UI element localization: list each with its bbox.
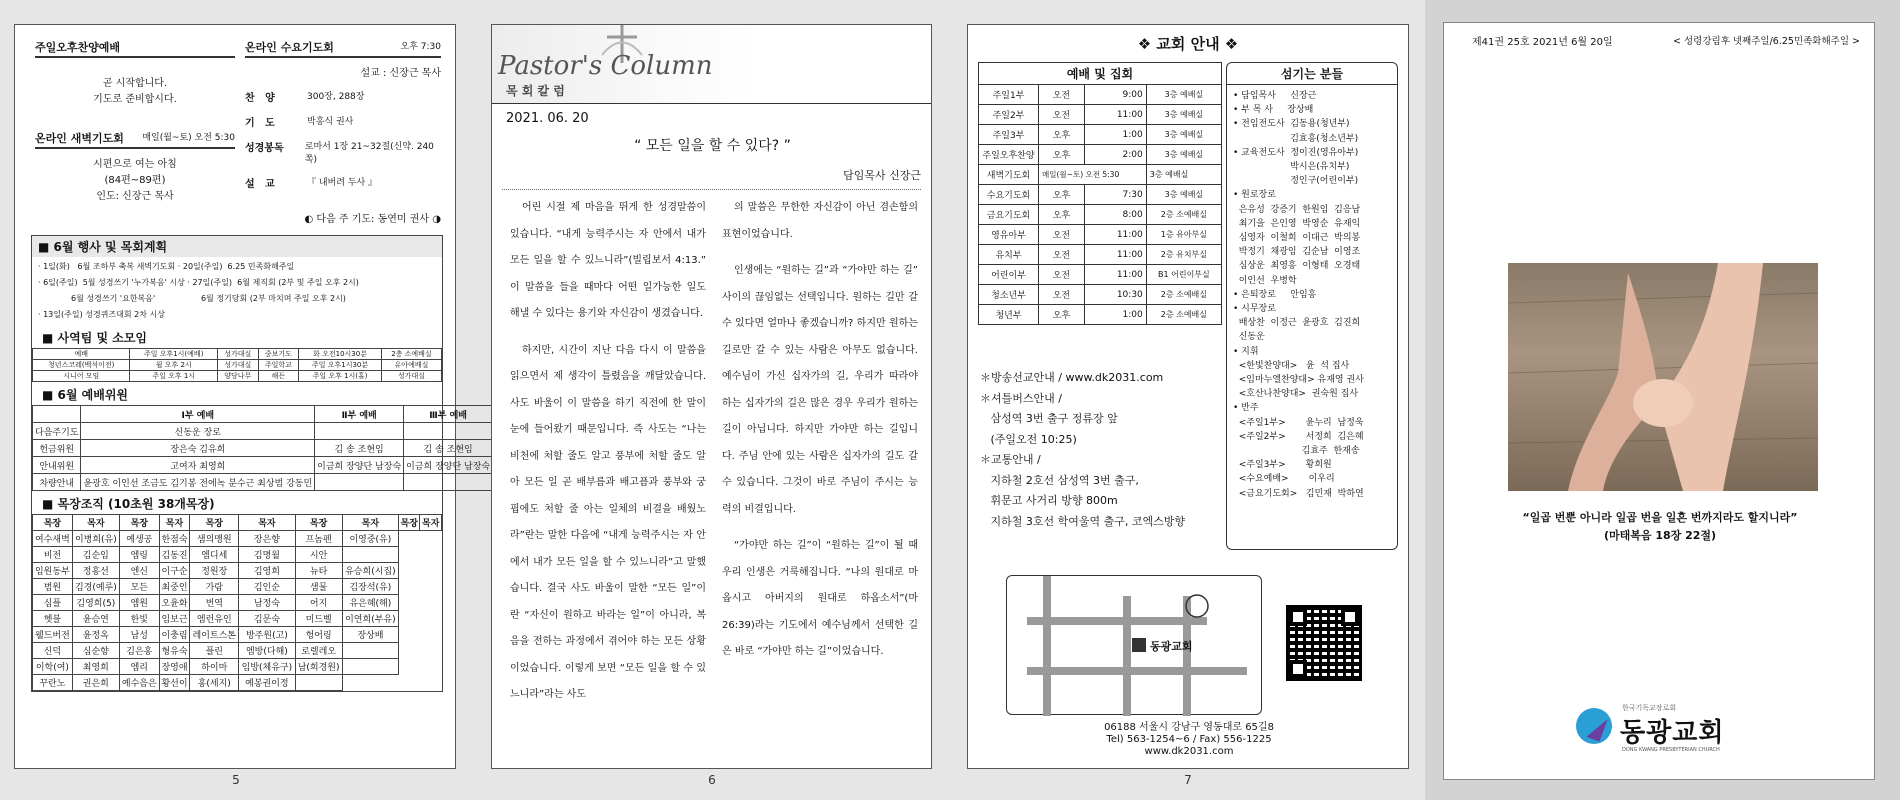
order-key: 설 교 xyxy=(245,179,275,190)
church-address: 06188 서울시 강남구 영동대로 65길8 Tel) 563-1254~6 / Fax) 556-1225 www.dk2031.com xyxy=(1104,722,1274,757)
table-row xyxy=(33,440,493,457)
ministry-cell: 성가대실 xyxy=(217,360,258,371)
column-author: 담임목사 신장근 xyxy=(843,169,921,182)
schedule-name: 청년부 xyxy=(979,305,1039,325)
committee-cell: 신동운 장로 xyxy=(81,423,315,440)
table-row xyxy=(33,349,442,360)
table-row xyxy=(33,659,442,675)
ministry-cell: 주일 오후 1시 xyxy=(130,371,218,382)
ministry-cell: 주일 오후 1시(홀) xyxy=(299,371,382,382)
table-header: 목장 xyxy=(119,515,159,531)
schedule-time: 7:30 xyxy=(1084,185,1146,205)
cell-group-cell: 김인순 xyxy=(239,579,295,595)
cell-group-cell: 장상배 xyxy=(342,627,398,643)
cell-group-cell xyxy=(342,547,398,563)
table-row xyxy=(33,643,442,659)
schedule-place: 1층 유아부실 xyxy=(1146,225,1221,245)
cell-group-cell: 헝어링 xyxy=(295,627,342,643)
cell-group-cell: 예수음은 xyxy=(119,675,159,691)
worship-order xyxy=(245,89,441,190)
schedule-name: 주일오후찬양 xyxy=(979,145,1039,165)
cell-group-cell: 김순임 xyxy=(72,547,119,563)
cell-group-cell: 엠디세 xyxy=(190,547,239,563)
cell-group-cell: 이병희(유) xyxy=(72,531,119,547)
committee-table xyxy=(32,405,493,491)
column-paragraph: “가야만 하는 길”이 “원하는 길”이 될 때 우리 인생은 거룩해집니다. “나의 원대로 마옵시고 아버지의 원대로 하옵소서”(마 26:39)라는 기도에서 예수님께서 선택한 길은 바로 “가야만 하는 길”이었습니다. xyxy=(722,540,918,657)
column-paragraph: 인생에는 “원하는 길”과 “가야만 하는 길” 사이의 끊임없는 선택입니다. 원하는 길만 갈 수 있다면 얼마나 좋겠습니까? 하지만 원하는 길로만 갈 수 있는 사람은 아무도 없습니다. 예수님이 가신 십자가의 길, 우리가 따라야 하는 십자가의 길은 많은 경우 우리가 원하는 길이 아닙니다. 하지만 가야만 하는 길입니다. 주님 안에 있는 사람은 십자가의 길도 갈 수 있습니다. 그것이 바로 주님이 주시는 능력의 비결입니다. xyxy=(722,265,918,515)
ministry-cell: 시니어 모임 xyxy=(33,371,130,382)
table-row xyxy=(33,457,493,474)
committee-cell: 이금희 장양단 남장숙 xyxy=(315,457,404,474)
schedule-place: 3층 예배실 xyxy=(1146,185,1221,205)
ministry-cell: 유아예배실 xyxy=(381,360,441,371)
ministry-cell: 청년스코레(백석이전) xyxy=(33,360,130,371)
cell-group-cell: 정원장 xyxy=(190,563,239,579)
church-logo-icon xyxy=(1576,708,1616,748)
cell-group-cell: 신덕 xyxy=(33,643,73,659)
cell-group-cell: 유승희(시집) xyxy=(342,563,398,579)
cell-group-cell: 심순향 xyxy=(72,643,119,659)
table-header: 목자 xyxy=(420,515,442,531)
page-number: 7 xyxy=(1184,773,1192,787)
cell-group-cell: 장은향 xyxy=(239,531,295,547)
wednesday-prayer-box: 온라인 수요기도회 오후 7:30 설교 : 신장근 목사 찬 양 300장, 288장 기 도 박흥식 권사 성경봉독 로마서 1장 21~32절(신약. 240쪽) 설 교 『 내버려 두사 』 ◐ 다음 주 기도: 동연미 권사 ◑ xyxy=(245,41,441,225)
schedule-box: ■ 6월 행사 및 목회계획 · 1일(화) 6월 조하부 축복 새벽기도회 · 20일(주일) 6.25 민족화해주일 · 6일(주일) 5월 성경쓰기 '누가복음' 시상 · 27일(주일) 6월 제직회 (2부 및 주일 오후 2시) 6월 성경쓰기 '요한복음' 6월 정기당회 (2부 마치며 주일 오후 2시) · 13일(주일) 성경퀴즈대회 2차 시상 ■ 사역팀 및 소모임 예배 주일 오후1시(예배) 성가대실 중보기도 화 오전10시30분 2층 소예배실 청년스코레(백석이전) 월 오후 2시 성가대실 주일학교 주일 오후1시30분 유아예배실 시니어 모임 주일 오후 1시 양당나무 해든 주일 오후 1시(홀) 성가대실 ■ 6월 예배위원 Ⅰ부 예배 Ⅱ부 예배 Ⅲ부 예배 다음주기도 신동운 장로 헌금위원 장은숙 김유희 김 송 조현임 김 송 조현임 안내위원 고여자 최영희 이금희 장양단 남장숙 이금희 장양단 남장숙 차량안내 윤광호 이인선 조금도 김기봉 전에녹 분수근 최상범 강동민 ■ 목장조직 (10초원 38개목장) 목장 목자 목장 목자 목장 목자 목장 목자 목장 목자 여수새벽 이병희(유) 예생공 한점숙 샘의맹원 장은향 프놈펜 이영중(유) 비전 김순임 엠링 김동진 엠디세 김명월 시안 임원동부 정홍선 엔신 이구순 정원장 김영희 뉴타 유승희(시집) 범원 김경(예루) 모든 최중인 가람 김인순 샘물 김장석(유) 심플 김영희(5) 엠원 오윤화 번역 남정숙 어지 유은혜(해) 헷블 윤승연 한빛 임보근 엠런유인 김문숙 미드벨 이연희(부유) 웰드버전 윤정옥 남성 이충림 레이트스톤 방주원(고) 헝어링 장상배 신덕 심순향 김은홍 형유숙 플린 엠방(다해) 로렐레오 이학(여) 최영희 엠리 장영애 하이마 임방(체유구) 남(희경원) 꾸란노 권은희 예수음은 황선이 홍(세지) 예봉권이정 xyxy=(31,235,443,692)
order-row xyxy=(245,139,441,165)
schedule-name: 수요기도회 xyxy=(979,185,1039,205)
cell-group-cell: 임원동부 xyxy=(33,563,73,579)
cell-group-cell xyxy=(342,643,398,659)
schedule-time: 11:00 xyxy=(1084,105,1146,125)
column-header: Pastor's Column 목 회 칼 럼 xyxy=(492,25,931,104)
table-header: 목장 xyxy=(33,515,73,531)
cell-group-cell: 엔신 xyxy=(119,563,159,579)
page-number: 6 xyxy=(708,773,716,787)
ministry-cell: 주일 오후1시30분 xyxy=(299,360,382,371)
cell-group-cell: 김명월 xyxy=(239,547,295,563)
table-row xyxy=(979,285,1222,305)
committee-cell xyxy=(404,474,493,491)
cell-group-cell xyxy=(295,675,342,691)
table-row xyxy=(979,245,1222,265)
staff-box: 섬기는 분들 • 담임목사 신장근 • 부 목 사 장상배 • 전임전도사 김동용(청년부) 김효흥(청소년부) • 교육전도사 정이진(영유아부) 박시은(유치부) 정인구(어린이부) • 원로장로 은유성 강증기 한원임 김응남 최기을 은인영 박영순 유재익 심영자 이철희 이대근 박의봉 박정기 채광임 김순남 이영조 심상운 최영흥 이형태 오경태 이인선 우병학 • 은퇴장로 안임흥 • 시무장로 배상찬 이정근 윤광호 김진희 신동운 • 지휘 <한빛찬양대> 윤 석 집사 <임마누엘찬양대> 유재영 권사 <호산나찬양대> 권숙원 집사 • 반주 <주일1부> 윤누리 남정욱 <주일2부> 서정희 김은혜 김효주 한재송 <주일3부> 황희원 <수요예배> 이우리 <금요기도회> 김민재 박하연 xyxy=(1226,62,1398,550)
table-header: 목장 xyxy=(190,515,239,531)
cell-group-table xyxy=(32,514,442,691)
schedule-place: 2층 소예배실 xyxy=(1146,205,1221,225)
committee-cell: 고여자 최영희 xyxy=(81,457,315,474)
schedule-name: 주일3부 xyxy=(979,125,1039,145)
table-header xyxy=(33,406,81,423)
page-6 xyxy=(491,24,932,769)
table-row xyxy=(33,474,493,491)
schedule-place: 2층 유치부실 xyxy=(1146,245,1221,265)
ministry-cell: 중보기도 xyxy=(258,349,299,360)
schedule-name: 영유아부 xyxy=(979,225,1039,245)
event-list: · 1일(화) 6월 조하부 축복 새벽기도회 · 20일(주일) 6.25 민족화해주일 · 6일(주일) 5월 성경쓰기 '누가복음' 시상 · 27일(주일) 6월 제직회 (2부 및 주일 오후 2시) 6월 성경쓰기 '요한복음' 6월 정기당회 (2부 마치며 주일 오후 2시) · 13일(주일) 성경퀴즈대회 2차 시상 xyxy=(38,262,359,319)
ministry-cell: 양당나무 xyxy=(217,371,258,382)
cell-group-cell: 김경(예루) xyxy=(72,579,119,595)
cell-group-cell: 심플 xyxy=(33,595,73,611)
cell-group-cell: 김영희(5) xyxy=(72,595,119,611)
ministry-cell: 화 오전10시30분 xyxy=(299,349,382,360)
cell-group-cell: 예생공 xyxy=(119,531,159,547)
cell-group-cell: 권은희 xyxy=(72,675,119,691)
table-row xyxy=(33,423,493,440)
committee-cell: 이금희 장양단 남장숙 xyxy=(404,457,493,474)
column-paragraph: 하지만, 시간이 지난 다음 다시 이 말씀을 읽으면서 제 생각이 틀렸음을 깨달았습니다. 사도 바울이 이 말씀을 하기 직전에 한 말이 눈에 들어왔기 때문입니다. 즉 사도는 “나는 비천에 처할 줄도 알고 풍부에 처할 줄도 알아 모든 일 곧 배부름과 배고픔과 풍부와 궁핍에도 처할 줄 아는 일체의 비결을 배웠노라”란는 말한 다음에 “내게 능력주시는 자 안에서 내가 모든 일을 할 수 있느니라”고 말했습니다. 결국 사도 바울이 말한 “모든 일”이란 “자신이 원하고 바라는 일”이 아니라, 복음을 전하는 과정에서 겪어야 하는 모든 상황이었습니다. 이렇게 보면 “모든 일을 할 수 있느니라”라는 사도 xyxy=(510,344,706,700)
table-row xyxy=(979,125,1222,145)
column-paragraph: 의 말씀은 무한한 자신감이 아닌 겸손함의 표현이었습니다. xyxy=(722,202,918,240)
table-row xyxy=(33,531,442,547)
schedule-time: 11:00 xyxy=(1084,265,1146,285)
cell-group-cell: 이학(여) xyxy=(33,659,73,675)
cell-group-cell: 꾸란노 xyxy=(33,675,73,691)
table-header: 목장 xyxy=(399,515,420,531)
cell-group-cell: 장영애 xyxy=(159,659,190,675)
cell-group-cell: 임방(체유구) xyxy=(239,659,295,675)
table-row xyxy=(33,547,442,563)
cell-group-cell: 이구순 xyxy=(159,563,190,579)
table-header: Ⅲ부 예배 xyxy=(404,406,493,423)
cell-group-cell: 로렐레오 xyxy=(295,643,342,659)
table-row xyxy=(979,225,1222,245)
cell-group-cell: 헷블 xyxy=(33,611,73,627)
column-body-left xyxy=(510,195,706,719)
schedule-ampm: 오전 xyxy=(1039,285,1085,305)
cell-group-cell: 범원 xyxy=(33,579,73,595)
schedule-ampm: 오후 xyxy=(1039,145,1085,165)
location-map: 동광교회 xyxy=(1006,575,1262,715)
ministry-cell: 월 오후 2시 xyxy=(130,360,218,371)
committee-cell: 장은숙 김유희 xyxy=(81,440,315,457)
cell-group-cell: 엠원 xyxy=(119,595,159,611)
cell-group-cell: 여수새벽 xyxy=(33,531,73,547)
schedule-ampm: 오후 xyxy=(1039,205,1085,225)
order-row xyxy=(245,175,441,190)
schedule-ampm: 오전 xyxy=(1039,105,1085,125)
cell-group-cell: 방주원(고) xyxy=(239,627,295,643)
cell-group-cell: 김은홍 xyxy=(119,643,159,659)
committee-cell xyxy=(315,474,404,491)
cell-group-cell: 한점숙 xyxy=(159,531,190,547)
cell-group-cell: 김영희 xyxy=(239,563,295,579)
order-key: 찬 양 xyxy=(245,93,275,104)
cell-group-cell: 가람 xyxy=(190,579,239,595)
page-5 xyxy=(14,24,491,769)
schedule-name: 청소년부 xyxy=(979,285,1039,305)
table-header: Ⅱ부 예배 xyxy=(315,406,404,423)
hands-image-icon xyxy=(1508,263,1818,491)
holding-hands-photo xyxy=(1508,263,1818,491)
schedule-place: 3층 예배실 xyxy=(1146,145,1221,165)
cell-group-cell: 정홍선 xyxy=(72,563,119,579)
table-row xyxy=(979,165,1222,185)
schedule-ampm: 오후 xyxy=(1039,305,1085,325)
order-row xyxy=(245,89,441,104)
table-row xyxy=(33,595,442,611)
cell-group-cell: 이충림 xyxy=(159,627,190,643)
schedule-ampm: 오전 xyxy=(1039,245,1085,265)
committee-cell: 윤광호 이인선 조금도 김기봉 전에녹 분수근 최상범 강동민 xyxy=(81,474,315,491)
schedule-name: 어린이부 xyxy=(979,265,1039,285)
cell-group-cell: 샘의맹원 xyxy=(190,531,239,547)
ministry-cell: 성가대실 xyxy=(381,371,441,382)
table-row xyxy=(979,205,1222,225)
cell-group-cell: 미드벨 xyxy=(295,611,342,627)
cell-group-cell: 한빛 xyxy=(119,611,159,627)
page-7: ❖ 교회 안내 ❖ 예배 및 집회 주일1부 오전 9:00 3층 예배실 주일2부 오전 11:00 3층 예배실 주일3부 오후 1:00 3층 예배실 주일오후찬양 오후 2:00 3층 예배실 새벽기도회 매일(월~토) 오전 5:30 3층 예배실 수요기도회 오후 7:30 3층 예배실 금요기도회 오후 8:00 2층 소예배실 영유아부 오전 11:00 1층 유아부실 유치부 오전 11:00 2층 유치부실 어린이부 오전 11:00 B1 어린이부실 청소년부 오전 10:30 2층 소예배실 청년부 오후 1:00 2층 소예배실 ＊방송선교안내 / www.dk2031.com ＊셔틀버스안내 / 삼성역 3번 출구 정류장 앞 (주일오전 10:25) ＊교통안내 / 지하철 2호선 삼성역 3번 출구, 휘문고 사거리 방향 800m 지하철 3호선 학여울역 출구, 코엑스방향 섬기는 분들 • 담임목사 신장근 • 부 목 사 장상배 • 전임전도사 김동용(청년부) 김효흥(청소년부) • 교육전도사 정이진(영유아부) 박시은(유치부) 정인구(어린이부) • 원로장로 은유성 강증기 한원임 김응남 최기을 은인영 박영순 유재익 심영자 이철희 이대근 박의봉 박정기 채광임 김순남 이영조 심상운 최영흥 이형태 오경태 이인선 우병학 • 은퇴장로 안임흥 • 시무장로 배상찬 이정근 윤광호 김진희 신동운 • 지휘 <한빛찬양대> 윤 석 집사 <임마누엘찬양대> 유재영 권사 <호산나찬양대> 권숙원 집사 • 반주 <주일1부> 윤누리 남정욱 <주일2부> 서정희 김은혜 김효주 한재송 <주일3부> 황희원 <수요예배> 이우리 <금요기도회> 김민재 박하연 동광교회 06188 서울시 강남구 영동대로 65길8 Tel) 563-1254~6 / Fax) 556-1225 www.dk2031.com xyxy=(967,24,1409,769)
committee-cell xyxy=(315,423,404,440)
table-row xyxy=(979,185,1222,205)
cell-group-cell: 윤승연 xyxy=(72,611,119,627)
table-header: 목자 xyxy=(342,515,398,531)
table-row xyxy=(33,371,442,382)
cell-group-cell: 샘물 xyxy=(295,579,342,595)
cell-group-cell: 윤정옥 xyxy=(72,627,119,643)
schedule-place: B1 어린이부실 xyxy=(1146,265,1221,285)
cell-group-cell xyxy=(342,659,398,675)
schedule-time: 11:00 xyxy=(1084,225,1146,245)
cell-group-cell: 뉴타 xyxy=(295,563,342,579)
order-row xyxy=(245,114,441,129)
cell-group-cell: 하이마 xyxy=(190,659,239,675)
qr-code-icon[interactable] xyxy=(1286,605,1362,681)
ministry-table xyxy=(32,348,442,382)
table-row xyxy=(979,305,1222,325)
church-name-logo: 동광교회 xyxy=(1620,718,1725,748)
table-header: 목장 xyxy=(295,515,342,531)
cell-group-cell: 플린 xyxy=(190,643,239,659)
schedule-time: 2:00 xyxy=(1084,145,1146,165)
ministry-cell: 주일학교 xyxy=(258,360,299,371)
ministry-cell: 주일 오후1시(예배) xyxy=(130,349,218,360)
afternoon-worship-box: 주일오후찬양예배 곧 시작합니다. 기도로 준비합시다. 온라인 새벽기도회 매일(월~토) 오전 5:30 시편으로 여는 아침 (84편~89편) 인도: 신장근 목사 xyxy=(35,41,235,202)
cell-group-cell: 엠방(다해) xyxy=(239,643,295,659)
ministry-cell: 해든 xyxy=(258,371,299,382)
cell-group-cell: 이영중(유) xyxy=(342,531,398,547)
table-row xyxy=(979,105,1222,125)
schedule-place: 2층 소예배실 xyxy=(1146,285,1221,305)
ministry-cell: 예배 xyxy=(33,349,130,360)
order-value: 로마서 1장 21~32절(신약. 240쪽) xyxy=(304,142,434,165)
cell-group-cell: 남성 xyxy=(119,627,159,643)
table-row xyxy=(33,675,442,691)
cell-group-cell: 최중인 xyxy=(159,579,190,595)
cell-group-cell: 최영희 xyxy=(72,659,119,675)
committee-cell: 다음주기도 xyxy=(33,423,81,440)
ministry-cell: 성가대실 xyxy=(217,349,258,360)
table-header: 목자 xyxy=(159,515,190,531)
cell-group-cell: 번역 xyxy=(190,595,239,611)
column-date: 2021. 06. 20 xyxy=(506,111,589,126)
table-row xyxy=(979,265,1222,285)
column-title: “ 모든 일을 할 수 있다? ” xyxy=(634,138,791,154)
table-row xyxy=(33,360,442,371)
cell-group-cell: 형유숙 xyxy=(159,643,190,659)
schedule-place: 3층 예배실 xyxy=(1146,125,1221,145)
committee-cell xyxy=(404,423,493,440)
schedule-name: 주일1부 xyxy=(979,85,1039,105)
schedule-time: 매일(월~토) 오전 5:30 xyxy=(1039,165,1147,185)
pastors-column-logo: Pastor's Column xyxy=(498,51,713,81)
cell-group-cell: 웰드버전 xyxy=(33,627,73,643)
committee-cell: 김 송 조현임 xyxy=(315,440,404,457)
schedule-place: 3층 예배실 xyxy=(1146,105,1221,125)
schedule-ampm: 오전 xyxy=(1039,265,1085,285)
map-roads-icon xyxy=(1007,576,1263,716)
cell-group-cell: 프놈펜 xyxy=(295,531,342,547)
table-row xyxy=(979,85,1222,105)
cell-group-cell: 김장석(유) xyxy=(342,579,398,595)
schedule-place: 2층 소예배실 xyxy=(1146,305,1221,325)
cell-group-cell: 유은혜(해) xyxy=(342,595,398,611)
order-value: 박흥식 권사 xyxy=(307,117,354,127)
cell-group-cell: 황선이 xyxy=(159,675,190,691)
order-key: 성경봉독 xyxy=(245,143,284,154)
schedule-time: 10:30 xyxy=(1084,285,1146,305)
table-header: 목자 xyxy=(239,515,295,531)
worship-schedule-table xyxy=(978,84,1222,325)
cell-group-cell: 임보근 xyxy=(159,611,190,627)
order-key: 기 도 xyxy=(245,118,275,129)
cell-group-cell: 이연희(부유) xyxy=(342,611,398,627)
cell-group-cell: 홍(세지) xyxy=(190,675,239,691)
committee-cell: 헌금위원 xyxy=(33,440,81,457)
cell-group-cell: 비전 xyxy=(33,547,73,563)
table-header: Ⅰ부 예배 xyxy=(81,406,315,423)
cell-group-cell: 모든 xyxy=(119,579,159,595)
cell-group-cell: 시안 xyxy=(295,547,342,563)
table-row xyxy=(33,579,442,595)
cell-group-cell: 엠런유인 xyxy=(190,611,239,627)
table-header: 목자 xyxy=(72,515,119,531)
cell-group-cell: 김동진 xyxy=(159,547,190,563)
order-value: 300장, 288장 xyxy=(307,92,365,102)
schedule-name: 주일2부 xyxy=(979,105,1039,125)
schedule-ampm: 오전 xyxy=(1039,85,1085,105)
cell-group-cell: 예봉권이정 xyxy=(239,675,295,691)
church-info-title: ❖ 교회 안내 ❖ xyxy=(1137,35,1239,53)
cell-group-cell: 오윤화 xyxy=(159,595,190,611)
schedule-place: 3층 예배실 xyxy=(1146,165,1221,185)
order-value: 『 내버려 두사 』 xyxy=(307,178,378,188)
table-row xyxy=(979,145,1222,165)
cell-group-cell: 어지 xyxy=(295,595,342,611)
cover-page: 제41권 25호 2021년 6월 20일 < 성령강림후 넷째주일/6.25민족화해주일 > “일곱 번뿐 아니라 일곱 번을 일흔 번까지라도 할지니라” (마태복음 18장 22절) 한국기독교장로회 동광교회 DONG KWANG PRESBYTERIAN CHURCH xyxy=(1443,22,1875,780)
cell-group-cell: 레이트스톤 xyxy=(190,627,239,643)
table-row xyxy=(33,611,442,627)
schedule-time: 9:00 xyxy=(1084,85,1146,105)
table-row xyxy=(33,627,442,643)
page-number: 5 xyxy=(232,773,240,787)
schedule-time: 1:00 xyxy=(1084,305,1146,325)
schedule-time: 1:00 xyxy=(1084,125,1146,145)
ministry-cell: 2층 소예배실 xyxy=(381,349,441,360)
schedule-ampm: 오후 xyxy=(1039,185,1085,205)
church-info-list: ＊방송선교안내 / www.dk2031.com ＊셔틀버스안내 / 삼성역 3번 출구 정류장 앞 (주일오전 10:25) ＊교통안내 / 지하철 2호선 삼성역 3번 출구, 휘문고 사거리 방향 800m 지하철 3호선 학여울역 출구, 코엑스방향 xyxy=(980,371,1185,528)
schedule-name: 금요기도회 xyxy=(979,205,1039,225)
table-row xyxy=(33,563,442,579)
column-paragraph: 어린 시절 제 마음을 뛰게 한 성경말씀이 있습니다. “내게 능력주시는 자 안에서 내가 모든 일을 할 수 있느니라”(빌립보서 4:13.” 이 말씀을 들을 때마다 어떤 일가능한 일도 해낼 수 있다는 용기와 자신감이 생겼습니다. xyxy=(510,202,706,319)
schedule-name: 새벽기도회 xyxy=(979,165,1039,185)
cell-group-cell: 김문숙 xyxy=(239,611,295,627)
cell-group-cell: 엠리 xyxy=(119,659,159,675)
schedule-place: 3층 예배실 xyxy=(1146,85,1221,105)
committee-cell: 김 송 조현임 xyxy=(404,440,493,457)
schedule-time: 11:00 xyxy=(1084,245,1146,265)
schedule-ampm: 오전 xyxy=(1039,225,1085,245)
cover-verse: “일곱 번뿐 아니라 일곱 번을 일흔 번까지라도 할지니라” (마태복음 18장 22절) xyxy=(1522,511,1798,542)
schedule-time: 8:00 xyxy=(1084,205,1146,225)
column-body-right xyxy=(722,195,918,676)
cell-group-cell: 남정숙 xyxy=(239,595,295,611)
committee-cell: 차량안내 xyxy=(33,474,81,491)
schedule-name: 유치부 xyxy=(979,245,1039,265)
schedule-ampm: 오후 xyxy=(1039,125,1085,145)
cell-group-cell: 남(희경원) xyxy=(295,659,342,675)
committee-cell: 안내위원 xyxy=(33,457,81,474)
cell-group-cell: 엠링 xyxy=(119,547,159,563)
